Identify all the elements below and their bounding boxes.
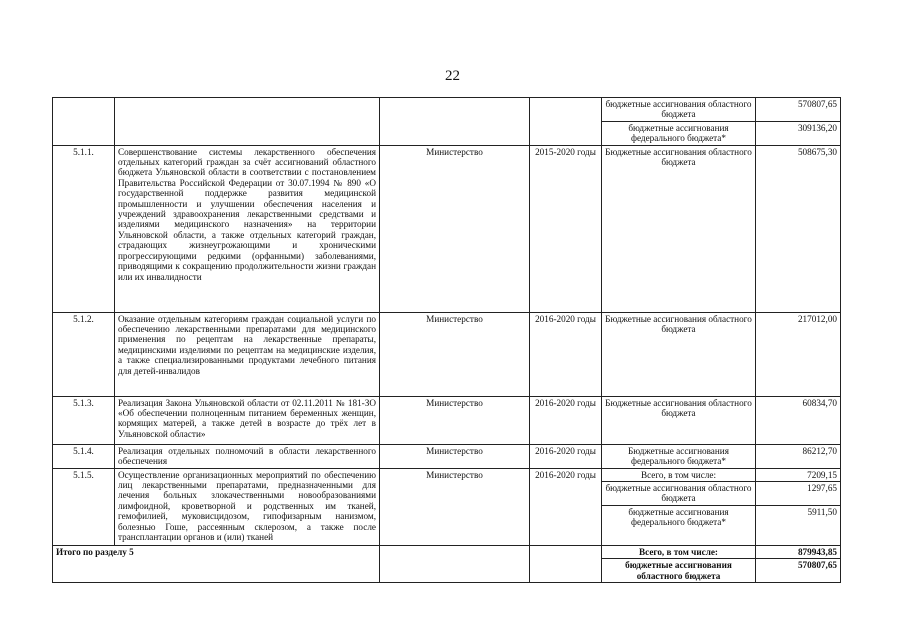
period-cell — [530, 98, 602, 146]
row-number: 5.1.1. — [53, 145, 115, 312]
amount-cell: 1297,65 — [756, 482, 841, 506]
funding-source-cell: Всего, в том числе: — [602, 545, 756, 558]
table-row — [53, 145, 841, 312]
page-number: 22 — [445, 68, 460, 84]
amount-cell: 60834,70 — [756, 396, 841, 444]
funding-source-cell: Бюджетные ассигнования федерального бюджета* — [602, 444, 756, 468]
table-row — [53, 468, 841, 481]
description-cell — [115, 98, 380, 146]
amount-cell: 309136,20 — [756, 121, 841, 145]
amount-cell: 5911,50 — [756, 505, 841, 545]
table-row — [53, 444, 841, 468]
executor: Министерство — [380, 312, 530, 396]
measure-description: Совершенствование системы лекарственного обеспечения отдельных категорий граждан за счёт ассигнований областного бюджета Ульяновской области в соответствии с постановлением Правительства Российской Федерации от 30.07.1994 № 890 «О государственной поддержке развития медицинской промышленности и улучшении обеспечения населения и учреждений здравоохранения лекарственными средствами и изделиями медицинского назначения» на территории Ульяновской области, а также отдельных категорий граждан, страдающих жизнеугрожающими и хроническими прогрессирующими редкими (орфанными) заболеваниями, приводящими к сокращению продолжительности жизни граждан или их инвалидности — [115, 145, 380, 312]
period-cell — [530, 545, 602, 582]
row-number: 5.1.4. — [53, 444, 115, 468]
measure-description: Реализация Закона Ульяновской области от 02.11.2011 № 181-ЗО «Об обеспечении полноценным питанием беременных женщин, кормящих матерей, а также детей в возрасте до трёх лет в Ульяновской области» — [115, 396, 380, 444]
executor: Министерство — [380, 468, 530, 545]
amount-cell: 570807,65 — [756, 559, 841, 583]
funding-source-cell: Бюджетные ассигнования областного бюджета — [602, 312, 756, 396]
amount-cell: 7209,15 — [756, 468, 841, 481]
measure-description: Реализация отдельных полномочий в области лекарственного обеспечения — [115, 444, 380, 468]
funding-source-cell: бюджетные ассигнования федерального бюджета* — [602, 121, 756, 145]
amount-cell: 86212,70 — [756, 444, 841, 468]
row-number: 5.1.5. — [53, 468, 115, 545]
table-row — [53, 396, 841, 444]
period: 2016-2020 годы — [530, 396, 602, 444]
amount-cell: 217012,00 — [756, 312, 841, 396]
funding-source-cell: Всего, в том числе: — [602, 468, 756, 481]
funding-source-cell: бюджетные ассигнования областного бюджета — [602, 98, 756, 122]
amount-cell: 508675,30 — [756, 145, 841, 312]
period: 2016-2020 годы — [530, 312, 602, 396]
executor-cell — [380, 98, 530, 146]
row-number: 5.1.3. — [53, 396, 115, 444]
total-row — [53, 545, 841, 558]
executor: Министерство — [380, 145, 530, 312]
program-table — [52, 97, 841, 583]
row-number: 5.1.2. — [53, 312, 115, 396]
amount-cell: 879943,85 — [756, 545, 841, 558]
funding-source-cell: бюджетные ассигнования областного бюджета — [602, 559, 756, 583]
period: 2016-2020 годы — [530, 444, 602, 468]
measure-description: Оказание отдельным категориям граждан социальной услуги по обеспечению лекарственными препаратами для медицинского применения по рецептам на лекарственные препараты, медицинскими изделиями по рецептам на медицинские изделия, а также специализированными продуктами лечебного питания для детей-инвалидов — [115, 312, 380, 396]
table-row — [53, 98, 841, 122]
number-cell — [53, 98, 115, 146]
amount-cell: 570807,65 — [756, 98, 841, 122]
executor: Министерство — [380, 396, 530, 444]
table-row — [53, 312, 841, 396]
executor: Министерство — [380, 444, 530, 468]
funding-source-cell: Бюджетные ассигнования областного бюджета — [602, 396, 756, 444]
measure-description: Осуществление организационных мероприятий по обеспечению лиц лекарственными препаратами, предназначенными для лечения больных злокачественными новообразованиями лимфоидной, кроветворной и родственных им тканей, гемофилией, муковисцидозом, гипофизарным нанизмом, болезнью Гоше, рассеянным склерозом, а также после трансплантации органов и (или) тканей — [115, 468, 380, 545]
executor-cell — [380, 545, 530, 582]
section-total-label: Итого по разделу 5 — [53, 545, 380, 582]
funding-source-cell: бюджетные ассигнования федерального бюджета* — [602, 505, 756, 545]
funding-source-cell: Бюджетные ассигнования областного бюджета — [602, 145, 756, 312]
funding-source-cell: бюджетные ассигнования областного бюджета — [602, 482, 756, 506]
period: 2015-2020 годы — [530, 145, 602, 312]
period: 2016-2020 годы — [530, 468, 602, 545]
